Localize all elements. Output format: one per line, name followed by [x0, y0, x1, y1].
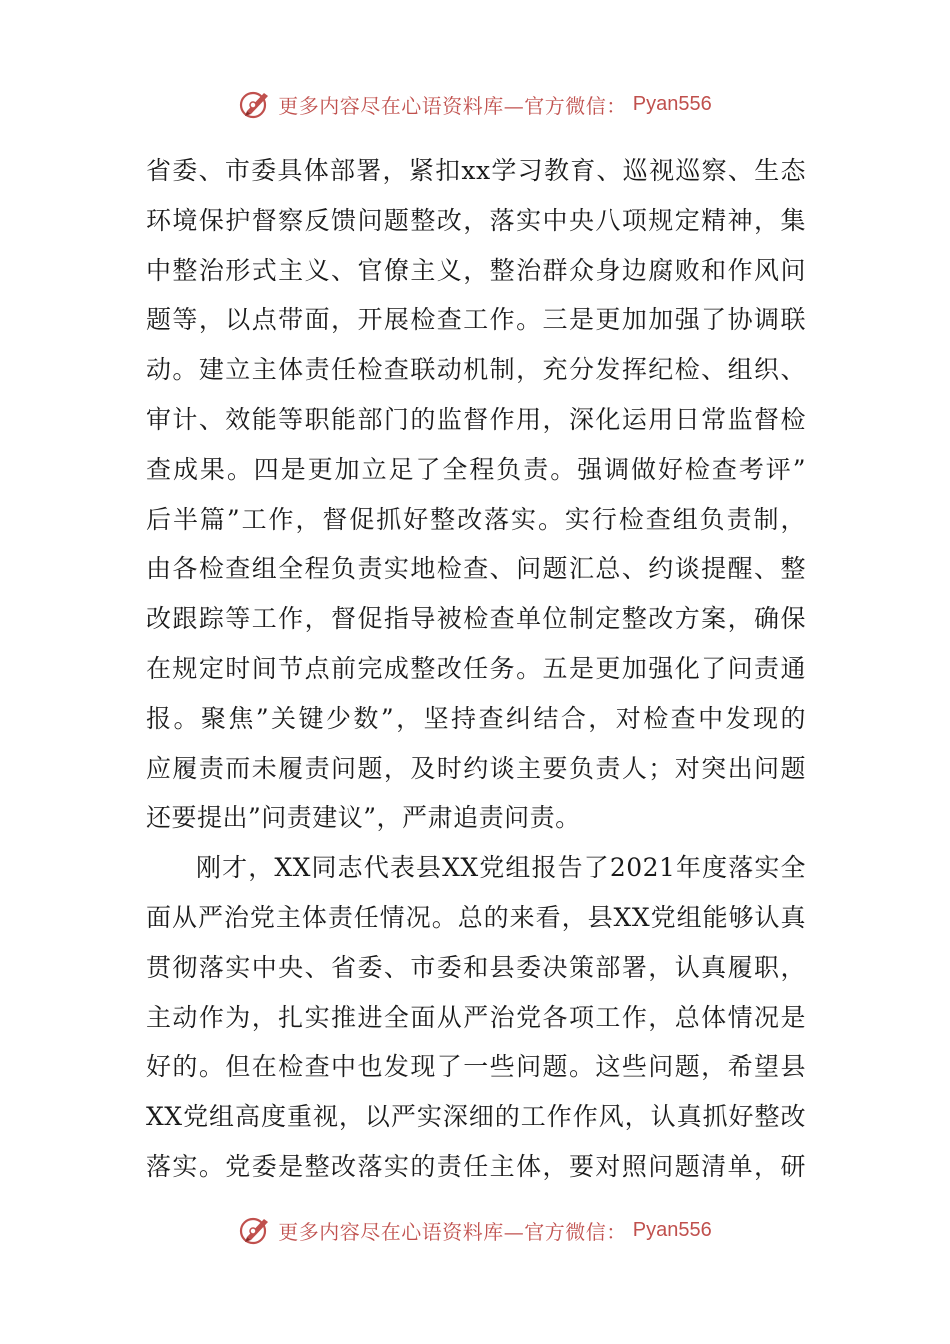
text-line: 查成果。四是更加立足了全程负责。强调做好检查考评”	[146, 454, 806, 484]
header-banner	[0, 84, 950, 124]
text-line: 报。聚焦”关键少数”，坚持查纠结合，对检查中发现的	[146, 703, 806, 733]
footer-banner	[0, 1210, 950, 1250]
text-line: 后半篇”工作，督促抓好整改落实。实行检查组负责制，	[146, 504, 806, 534]
document-body	[146, 146, 806, 1192]
banner-slogan: 更多内容尽在心语资料库—官方微信：	[278, 93, 627, 118]
text-line: 还要提出”问责建议”，严肃追责问责。	[146, 803, 581, 833]
banner-slogan: 更多内容尽在心语资料库—官方微信：	[278, 1219, 627, 1244]
text-line: XX党组高度重视，以严实深细的工作作风，认真抓好整改	[146, 1102, 806, 1132]
text-line: 由各检查组全程负责实地检查、问题汇总、约谈提醒、整	[146, 554, 806, 584]
text-line: 省委、市委具体部署，紧扣xx学习教育、巡视巡察、生态	[146, 156, 806, 185]
text-line: 环境保护督察反馈问题整改，落实中央八项规定精神，集	[146, 205, 806, 235]
text-line: 应履责而未履责问题，及时约谈主要负责人；对突出问题	[146, 753, 806, 783]
text-line: 主动作为，扎实推进全面从严治党各项工作，总体情况是	[146, 1002, 806, 1032]
text-line: 题等，以点带面，开展检查工作。三是更加加强了协调联	[146, 305, 806, 335]
text-line: 面从严治党主体责任情况。总的来看，县XX党组能够认真	[146, 902, 806, 932]
text-line: 中整治形式主义、官僚主义，整治群众身边腐败和作风问	[146, 255, 806, 285]
pen-circle-logo-icon	[238, 1213, 272, 1247]
text-line: 动。建立主体责任检查联动机制，充分发挥纪检、组织、	[146, 355, 806, 385]
text-line: 在规定时间节点前完成整改任务。五是更加强化了问责通	[146, 653, 806, 683]
banner-account: Pyan556	[632, 1218, 712, 1241]
text-line: 好的。但在检查中也发现了一些问题。这些问题，希望县	[146, 1052, 806, 1082]
pen-circle-logo-icon	[238, 87, 272, 121]
text-line: 落实。党委是整改落实的责任主体，要对照问题清单，研	[146, 1151, 806, 1181]
text-line: 贯彻落实中央、省委、市委和县委决策部署，认真履职，	[146, 952, 806, 982]
text-line: 审计、效能等职能部门的监督作用，深化运用日常监督检	[146, 404, 806, 434]
banner-account: Pyan556	[632, 92, 712, 115]
text-line: 改跟踪等工作，督促指导被检查单位制定整改方案，确保	[146, 604, 806, 634]
text-line: 刚才，XX同志代表县XX党组报告了2021年度落实全	[196, 853, 806, 883]
